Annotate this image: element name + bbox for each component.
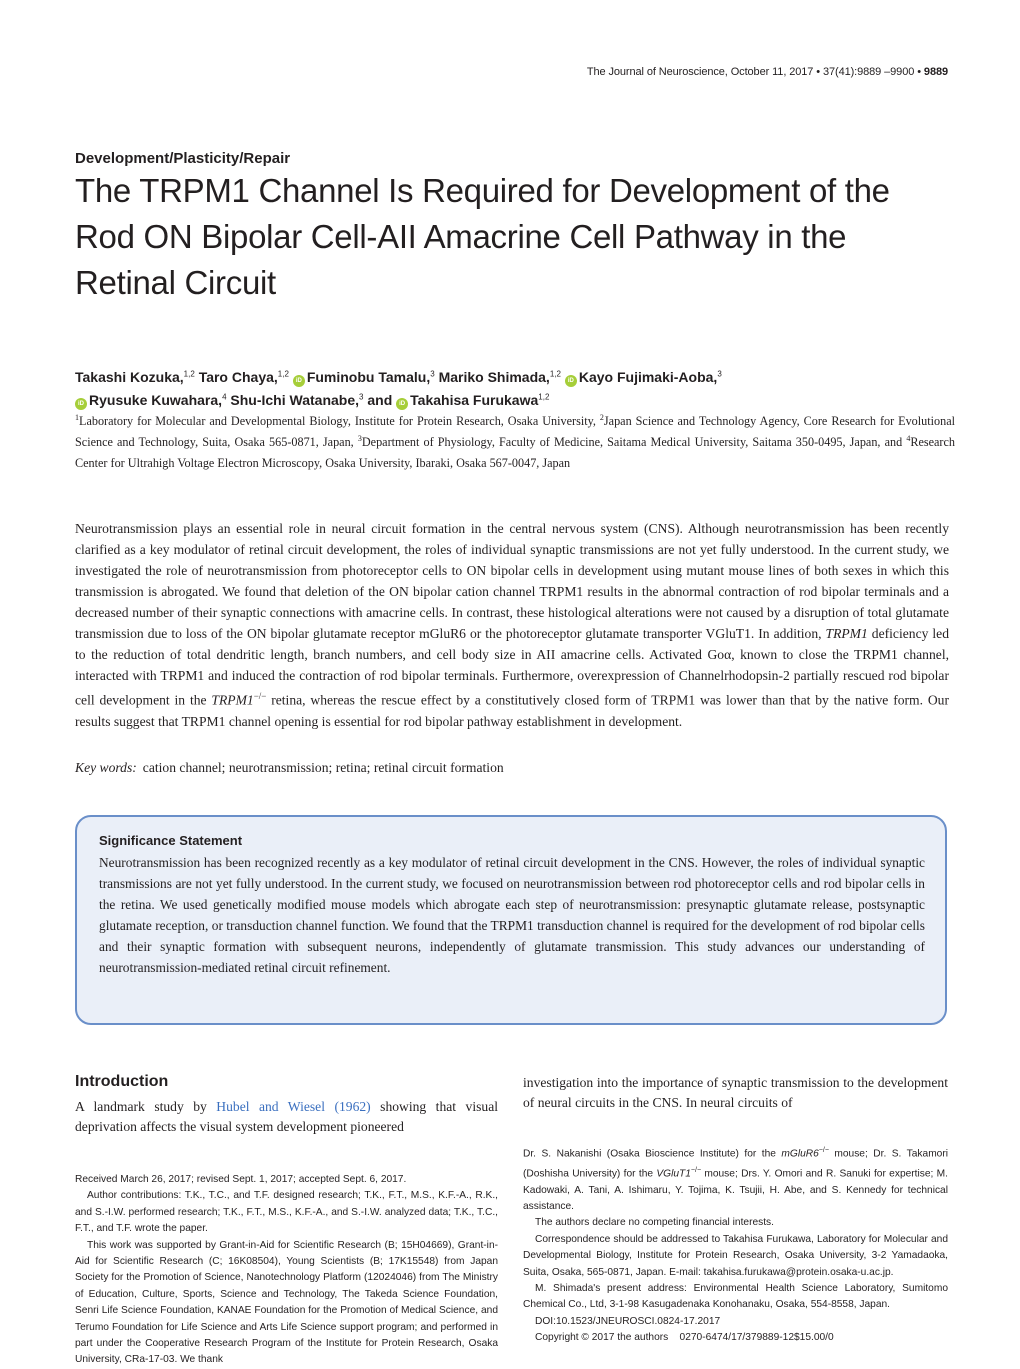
orcid-icon[interactable]: iD: [396, 398, 408, 410]
running-head: [587, 66, 948, 78]
abstract: Neurotransmission plays an essential role in neural circuit formation in the central nervous system (CNS). Although neurotransmission has been recently clarified as a key modulator of retinal circuit development, the roles of individual synaptic transmissions are not yet fully understood. In the current study, we investigated the role of neurotransmission from photoreceptor cells to ON bipolar cells in development using mutant mouse lines of both sexes in which this transmission is abrogated. We found that deletion of the ON bipolar cation channel TRPM1 results in the abnormal contraction of rod bipolar terminals and a decreased number of their synaptic connections with amacrine cells. In contrast, these histological alterations were not caused by a disruption of total glutamate transmission due to loss of the ON bipolar glutamate receptor mGluR6 or the photoreceptor glutamate transporter VGluT1. In addition, TRPM1 deficiency led to the reduction of total dendritic length, branch numbers, and cell body size in AII amacrine cells. Activated Goα, known to close the TRPM1 channel, interacted with TRPM1 and induced the contraction of rod bipolar terminals. Furthermore, overexpression of Channelrhodopsin-2 partially rescued rod bipolar cell development in the TRPM1−/− retina, whereas the rescue effect by a constitutively closed form of TRPM1 was lower than that by the native form. Our results suggest that TRPM1 channel opening is essential for rod bipolar pathway establishment in development.: [75, 521, 950, 729]
correspondence: Correspondence should be addressed to Takahisa Furukawa, Laboratory for Molecular and Developmental Biology, Institute for Protein Research, Osaka University, 3-2 Yamadaoka, Suita, Osaka, 565-0871, Japan. E-mail: takahisa.furukawa@protein.osaka-u.ac.jp.: [523, 1233, 948, 1278]
received-dates: Received March 26, 2017; revised Sept. 1, 2017; accepted Sept. 6, 2017.: [75, 1174, 407, 1185]
keywords-text: cation channel; neurotransmission; retina; retinal circuit formation: [142, 760, 504, 775]
section-tag: Development/Plasticity/Repair: [75, 150, 291, 167]
significance-title: Significance Statement: [99, 833, 243, 848]
introduction-heading: Introduction: [75, 1073, 169, 1090]
author[interactable]: iD Kayo Fujimaki-Aoba,$^3$: [565, 369, 722, 385]
introduction-right-text: investigation into the importance of synaptic transmission to the development of neural circuits in the CNS. In neural circuits of: [523, 1075, 948, 1110]
author-conjunction: and: [367, 392, 393, 408]
acknowledgments: Dr. S. Nakanishi (Osaka Bioscience Institute) for the mGluR6−/− mouse; Dr. S. Takamori (Doshisha University) for the VGluT1−/− mouse; Drs. Y. Omori and R. Sanuki for expertise; M. Kadowaki, A. Tani, A. Ishimaru, Y. Tojima, K. Tsujii, H. Abe, and S. Kennedy for technical assistance.: [523, 1147, 948, 1212]
affiliations: $^1$Laboratory for Molecular and Developmental Biology, Institute for Protein Research, Osaka University, $^2$Japan Science and Technology Agency, Core Research for Evolutional Science and Technology, Suita, Osaka 565-0871, Japan, $^3$Department of Physiology, Faculty of Medicine, Saitama Medical University, Saitama 350-0495, Japan, and $^4$Research Center for Ultrahigh Voltage Electron Microscopy, Osaka University, Ibaraki, Osaka 567-0047, Japan: [75, 412, 955, 470]
page-number: 9889: [923, 66, 948, 78]
copyright: Copyright © 2017 the authors 0270-6474/17/379889-12$15.00/0: [535, 1332, 834, 1344]
keywords: [75, 760, 504, 776]
journal-citation: The Journal of Neuroscience, October 11, 2017 • 37(41):9889 –9900 •: [586, 66, 921, 78]
keywords-label: Key words:: [75, 760, 137, 775]
author[interactable]: iD Ryusuke Kuwahara,$^4$: [75, 392, 227, 408]
author[interactable]: iD Takahisa Furukawa$^{1,2}$: [396, 392, 549, 408]
footnotes-left: [75, 1172, 498, 1369]
introduction-left-text: A landmark study by Hubel and Wiesel (1962) showing that visual deprivation affects the visual system development pioneered: [75, 1099, 498, 1134]
orcid-icon[interactable]: iD: [293, 375, 305, 387]
footnotes-right: [523, 1143, 948, 1347]
significance-body: Neurotransmission has been recognized recently as a key modulator of retinal circuit development in the CNS. However, the roles of individual synaptic transmissions are not yet fully understood. In the current study, we focused on neurotransmission between rod photoreceptor cells and rod bipolar cells in the retina. We used genetically modified mouse models which abrogate each step of neurotransmission: presynaptic glutamate release, postsynaptic glutamate reception, or transduction channel function. We found that the TRPM1 transduction channel is required for the development of rod bipolar cells and their synaptic formation with subsequent neurons, independently of glutamate transmission. This study advances our understanding of neurotransmission-mediated retinal circuit refinement.: [99, 855, 925, 975]
author-contributions: Author contributions: T.K., T.C., and T.F. designed research; T.K., F.T., M.S., K.F.-A., R.K., and S.-I.W. performed research; T.K., F.T., M.S., K.F.-A., and S.-I.W. analyzed data; T.K., T.C., F.T., and T.F. wrote the paper.: [75, 1190, 498, 1235]
author[interactable]: iD Fuminobu Tamalu,$^3$: [293, 369, 435, 385]
author[interactable]: Taro Chaya,$^{1,2}$: [198, 369, 289, 385]
author[interactable]: Shu-Ichi Watanabe,$^3$: [230, 392, 364, 408]
doi[interactable]: DOI:10.1523/JNEUROSCI.0824-17.2017: [535, 1315, 721, 1327]
orcid-icon[interactable]: iD: [565, 375, 577, 387]
author[interactable]: Takashi Kozuka,$^{1,2}$: [75, 369, 195, 385]
article-title: The TRPM1 Channel Is Required for Development of the Rod ON Bipolar Cell-AII Amacrine Cell Pathway in the Retinal Circuit: [75, 172, 890, 301]
competing-interests: The authors declare no competing financial interests.: [535, 1217, 774, 1229]
present-address: M. Shimada's present address: Environmental Health Science Laboratory, Sumitomo Chemical Co., Ltd, 3-1-98 Kasugadenaka Konohanaku, Osaka, 554-8558, Japan.: [523, 1283, 948, 1311]
citation-link[interactable]: Hubel and Wiesel (1962): [216, 1099, 371, 1114]
funding-note: This work was supported by Grant-in-Aid for Scientific Research (B; 15H04669), Grant-in-Aid for Scientific Research (C; 16K08504), Young Scientists (B; 17K15548) from Japan Society for the Promotion of Science, Nanotechnology Platform (12024046) from The Ministry of Education, Culture, Sports, Science and Technology, The Takeda Science Foundation, Senri Life Science Foundation, KANAE Foundation for the Promotion of Medical Science, and Terumo Foundation for Life Science and Arts Life Science support program; and performed in part under the Cooperative Research Program of the Institute for Protein Research, Osaka University, CRa-17-03. We thank: [75, 1239, 498, 1366]
author[interactable]: Mariko Shimada,$^{1,2}$: [438, 369, 561, 385]
orcid-icon[interactable]: iD: [75, 398, 87, 410]
significance-statement-box: [75, 815, 947, 1025]
author-list: [75, 366, 955, 412]
